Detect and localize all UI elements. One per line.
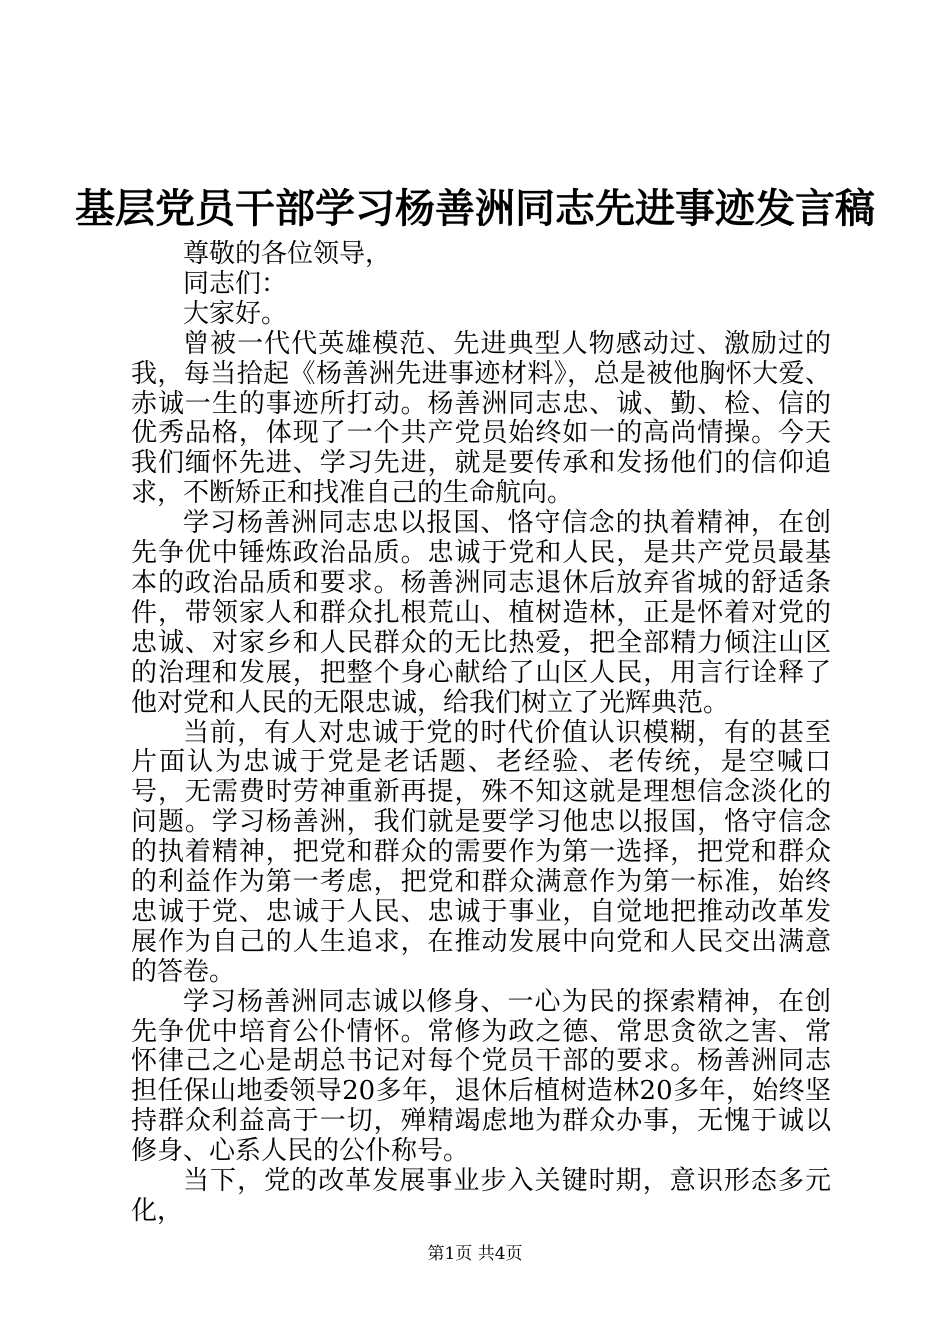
salutation-leaders: 尊敬的各位领导， [183, 239, 392, 269]
salutation-comrades: 同志们： [183, 268, 288, 299]
document-title: 基层党员干部学习杨善洲同志先进事迹发言稿 [75, 185, 875, 232]
paragraph-current-situation: 当前，有人对忠诚于党的时代价值认识模糊，有的甚至片面认为忠诚于党是老话题、老经验、老传统，是空喊口号，无需费时劳神重新再提，殊不知这就是理想信念淡化的问题。学习杨善洲，我们就是要学习他忠以报国，恪守信念的执着精神，把党和群众的需要作为第一选择，把党和群众的利益作为第一考虑，把党和群众满意作为第一标准，始终忠诚于党、忠诚于人民、忠诚于事业，自觉地把推动改革发展作为自己的人生追求，在推动发展中向党和人民交出满意的答卷。 [131, 717, 831, 987]
page-footer: 第1页 共4页 [427, 1244, 523, 1264]
paragraph-loyalty: 学习杨善洲同志忠以报国、恪守信念的执着精神，在创先争优中锤炼政治品质。忠诚于党和人民，是共产党员最基本的政治品质和要求。杨善洲同志退休后放弃省城的舒适条件，带领家人和群众扎根荒山、植树造林，正是怀着对党的忠诚、对家乡和人民群众的无比热爱，把全部精力倾注山区的治理和发展，把整个身心献给了山区人民，用言行诠释了他对党和人民的无限忠诚，给我们树立了光辉典范。 [131, 508, 831, 718]
document-body [131, 240, 831, 1227]
paragraph-integrity: 学习杨善洲同志诚以修身、一心为民的探索精神，在创先争优中培育公仆情怀。常修为政之德、常思贪欲之害、常怀律己之心是胡总书记对每个党员干部的要求。杨善洲同志担任保山地委领导20多年，退休后植树造林20多年，始终坚持群众利益高于一切，殚精竭虑地为群众办事，无愧于诚以修身、心系人民的公仆称号。 [131, 986, 831, 1167]
paragraph-present: 当下，党的改革发展事业步入关键时期，意识形态多元化， [131, 1166, 831, 1226]
greeting: 大家好。 [183, 298, 288, 329]
paragraph-intro: 曾被一代代英雄模范、先进典型人物感动过、激励过的我，每当拾起《杨善洲先进事迹材料》，总是被他胸怀大爱、赤诚一生的事迹所打动。杨善洲同志忠、诚、勤、检、信的优秀品格，体现了一个共产党员始终如一的高尚情操。今天我们缅怀先进、学习先进，就是要传承和发扬他们的信仰追求，不断矫正和找准自己的生命航向。 [131, 328, 831, 509]
